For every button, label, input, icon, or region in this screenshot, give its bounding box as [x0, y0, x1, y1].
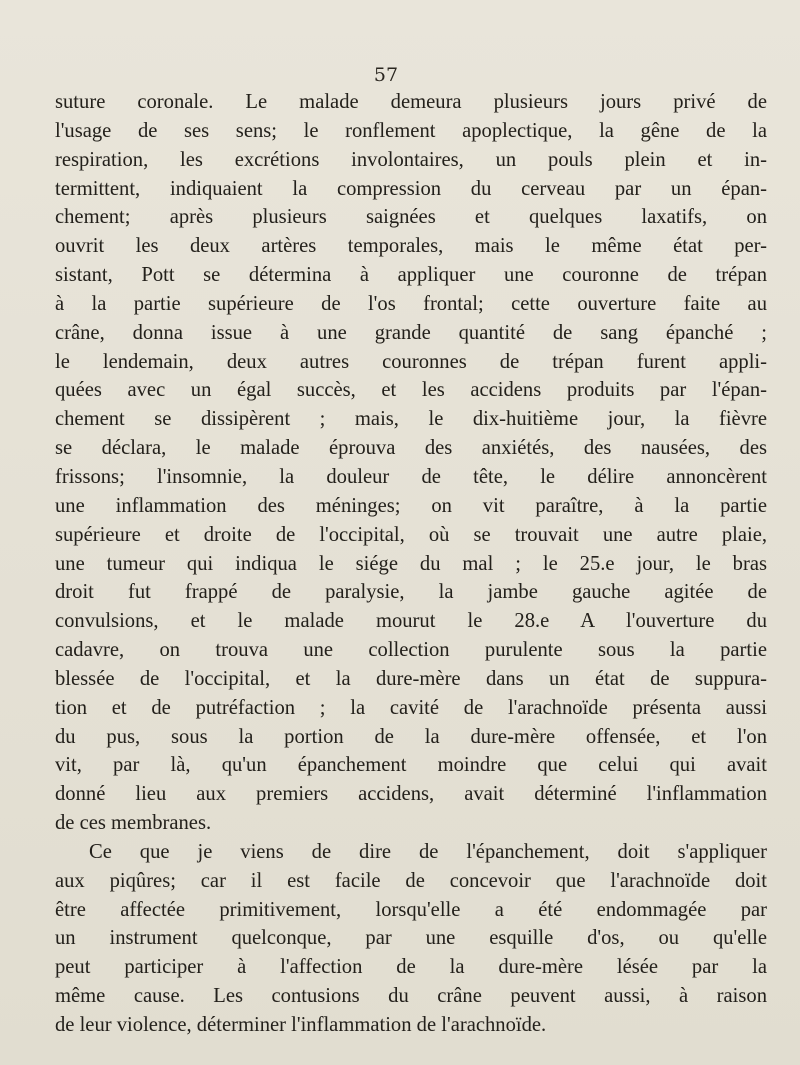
text-line: convulsions, et le malade mourut le 28.e A l'ouverture du	[55, 610, 767, 633]
text-line: frissons; l'insomnie, la douleur de tête, le délire annoncèrent	[55, 465, 767, 488]
text-line: donné lieu aux premiers accidens, avait déterminé l'inflammation	[55, 783, 767, 806]
text-line: quées avec un égal succès, et les accidens produits par l'épan-	[55, 379, 767, 402]
text-line: respiration, les excrétions involontaires, un pouls plein et in-	[55, 148, 767, 171]
text-line: blessée de l'occipital, et la dure-mère dans un état de suppura-	[55, 667, 767, 690]
text-line: aux piqûres; car il est facile de concevoir que l'arachnoïde doit	[55, 869, 767, 892]
text-line: ouvrit les deux artères temporales, mais le même état per-	[55, 235, 767, 258]
text-line: cadavre, on trouva une collection purulente sous la partie	[55, 639, 767, 662]
text-line: l'usage de ses sens; le ronflement apoplectique, la gêne de la	[55, 119, 767, 142]
text-line: supérieure et droite de l'occipital, où se trouvait une autre plaie,	[55, 523, 767, 546]
text-line: vit, par là, qu'un épanchement moindre que celui qui avait	[55, 754, 767, 777]
text-line: suture coronale. Le malade demeura plusieurs jours privé de	[55, 91, 767, 113]
text-line: termittent, indiquaient la compression du cerveau par un épan-	[55, 177, 767, 200]
page-number: 57	[373, 64, 399, 86]
text-line: se déclara, le malade éprouva des anxiétés, des nausées, des	[55, 437, 767, 460]
text-line: à la partie supérieure de l'os frontal; cette ouverture faite au	[55, 292, 767, 315]
paragraph	[55, 88, 767, 838]
text-line: de leur violence, déterminer l'inflammation de l'arachnoïde.	[55, 1014, 547, 1036]
text-line: Ce que je viens de dire de l'épanchement, doit s'appliquer	[89, 840, 767, 863]
text-line: même cause. Les contusions du crâne peuvent aussi, à raison	[55, 985, 767, 1008]
text-line: droit fut frappé de paralysie, la jambe gauche agitée de	[55, 581, 767, 604]
text-line: de ces membranes.	[55, 812, 212, 835]
text-line: tion et de putréfaction ; la cavité de l'arachnoïde présenta aussi	[55, 696, 767, 719]
paragraph	[55, 838, 767, 1040]
text-line: un instrument quelconque, par une esquille d'os, ou qu'elle	[55, 927, 767, 950]
text-line: chement se dissipèrent ; mais, le dix-huitième jour, la fièvre	[55, 408, 767, 431]
text-line: du pus, sous la portion de la dure-mère offensée, et l'on	[55, 725, 767, 748]
text-line: une tumeur qui indiqua le siége du mal ; le 25.e jour, le bras	[55, 552, 767, 575]
text-line: peut participer à l'affection de la dure-mère lésée par la	[55, 956, 767, 979]
text-line: chement; après plusieurs saignées et quelques laxatifs, on	[55, 206, 767, 229]
text-line: une inflammation des méninges; on vit paraître, à la partie	[55, 494, 767, 517]
text-line: le lendemain, deux autres couronnes de trépan furent appli-	[55, 350, 767, 373]
text-line: être affectée primitivement, lorsqu'elle a été endommagée par	[55, 898, 767, 921]
body-text	[55, 88, 767, 1040]
text-line: sistant, Pott se détermina à appliquer une couronne de trépan	[55, 264, 767, 287]
text-line: crâne, donna issue à une grande quantité de sang épanché ;	[55, 321, 767, 344]
